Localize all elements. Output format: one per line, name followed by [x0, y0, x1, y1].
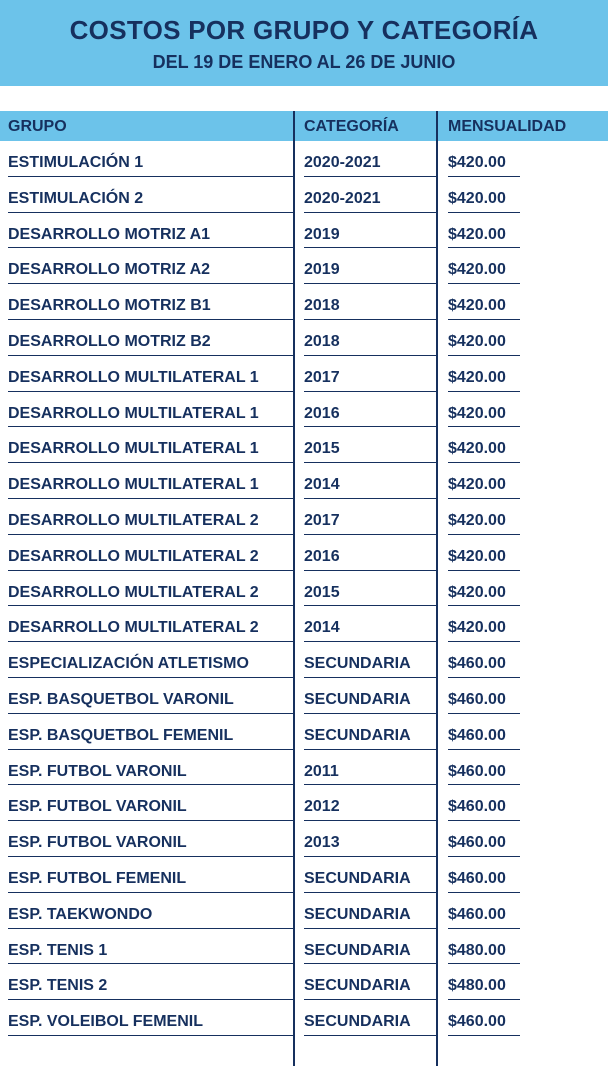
- cell-categoria: 2014: [304, 476, 340, 494]
- row-underline: [448, 1035, 520, 1036]
- cell-mensualidad: $420.00: [448, 583, 506, 601]
- table-row: [0, 678, 608, 714]
- cell-grupo: ESTIMULACIÓN 2: [8, 189, 144, 207]
- cell-mensualidad: $460.00: [448, 655, 506, 673]
- table-row: [0, 535, 608, 571]
- cell-grupo: DESARROLLO MULTILATERAL 1: [8, 476, 259, 494]
- cell-categoria: 2016: [304, 547, 340, 565]
- table-row: [0, 929, 608, 965]
- cell-mensualidad: $420.00: [448, 511, 506, 529]
- table-row: [0, 606, 608, 642]
- cell-categoria: SECUNDARIA: [304, 655, 411, 673]
- cell-mensualidad: $420.00: [448, 440, 506, 458]
- table-row: [0, 571, 608, 607]
- cell-grupo: DESARROLLO MULTILATERAL 1: [8, 440, 259, 458]
- cell-mensualidad: $420.00: [448, 154, 506, 171]
- cell-mensualidad: $460.00: [448, 798, 506, 816]
- cell-categoria: 2018: [304, 297, 340, 315]
- cell-mensualidad: $420.00: [448, 368, 506, 386]
- cell-grupo: DESARROLLO MULTILATERAL 2: [8, 619, 259, 637]
- cell-categoria: SECUNDARIA: [304, 726, 411, 744]
- cell-mensualidad: $420.00: [448, 547, 506, 565]
- table-row: [0, 320, 608, 356]
- cell-categoria: 2020-2021: [304, 154, 381, 171]
- cell-grupo: ESP. TAEKWONDO: [8, 905, 153, 923]
- page-title: COSTOS POR GRUPO Y CATEGORÍA: [69, 15, 539, 45]
- row-underline: [8, 1035, 294, 1036]
- table-row: [0, 714, 608, 750]
- cell-categoria: 2017: [304, 511, 340, 529]
- cell-grupo: ESP. TENIS 1: [8, 941, 108, 959]
- cell-mensualidad: $460.00: [448, 726, 506, 744]
- table-row: [0, 427, 608, 463]
- cell-mensualidad: $420.00: [448, 619, 506, 637]
- cell-categoria: 2015: [304, 440, 340, 458]
- cell-mensualidad: $460.00: [448, 869, 506, 887]
- cell-categoria: 2011: [304, 762, 339, 780]
- column-header-categoria: CATEGORÍA: [304, 118, 399, 135]
- cell-grupo: DESARROLLO MOTRIZ B2: [8, 332, 211, 350]
- table-row: [0, 1000, 608, 1036]
- table-row: [0, 821, 608, 857]
- table-row: [0, 642, 608, 678]
- cell-mensualidad: $480.00: [448, 941, 506, 959]
- table-row: [0, 141, 608, 177]
- table-row: [0, 248, 608, 284]
- cell-mensualidad: $460.00: [448, 1013, 506, 1031]
- cell-categoria: 2015: [304, 583, 340, 601]
- cell-mensualidad: $480.00: [448, 977, 506, 995]
- cell-grupo: DESARROLLO MULTILATERAL 2: [8, 583, 259, 601]
- cell-grupo: DESARROLLO MULTILATERAL 1: [8, 404, 259, 422]
- table-row: [0, 857, 608, 893]
- cell-categoria: 2019: [304, 261, 340, 279]
- cell-categoria: 2014: [304, 619, 340, 637]
- cell-mensualidad: $460.00: [448, 834, 506, 852]
- cell-grupo: ESTIMULACIÓN 1: [8, 154, 144, 171]
- cell-grupo: ESP. FUTBOL VARONIL: [8, 798, 187, 816]
- cell-mensualidad: $420.00: [448, 332, 506, 350]
- cell-grupo: ESP. FUTBOL VARONIL: [8, 834, 187, 852]
- cell-grupo: ESP. VOLEIBOL FEMENIL: [8, 1013, 203, 1031]
- cell-mensualidad: $420.00: [448, 189, 506, 207]
- cell-categoria: 2018: [304, 332, 340, 350]
- cell-categoria: 2019: [304, 225, 340, 243]
- table-row: [0, 463, 608, 499]
- cell-grupo: ESP. BASQUETBOL VARONIL: [8, 690, 234, 708]
- cell-categoria: 2013: [304, 834, 340, 852]
- cell-grupo: DESARROLLO MULTILATERAL 2: [8, 547, 259, 565]
- cell-categoria: 2020-2021: [304, 189, 381, 207]
- cell-grupo: ESP. BASQUETBOL FEMENIL: [8, 726, 234, 744]
- cell-grupo: ESP. FUTBOL FEMENIL: [8, 869, 187, 887]
- cell-mensualidad: $420.00: [448, 225, 506, 243]
- cell-mensualidad: $420.00: [448, 476, 506, 494]
- cell-mensualidad: $460.00: [448, 905, 506, 923]
- row-underline: [304, 1035, 437, 1036]
- column-header-mensualidad: MENSUALIDAD: [448, 118, 567, 135]
- table-row: [0, 750, 608, 786]
- cell-categoria: SECUNDARIA: [304, 690, 411, 708]
- cell-grupo: DESARROLLO MOTRIZ A2: [8, 261, 211, 279]
- cell-grupo: DESARROLLO MULTILATERAL 1: [8, 368, 259, 386]
- table-row: [0, 499, 608, 535]
- table-row: [0, 785, 608, 821]
- header-banner: [0, 0, 608, 86]
- column-header-grupo: GRUPO: [8, 118, 67, 135]
- cell-categoria: 2016: [304, 404, 340, 422]
- cell-categoria: SECUNDARIA: [304, 977, 411, 995]
- table-row: [0, 893, 608, 929]
- cell-mensualidad: $460.00: [448, 690, 506, 708]
- table-row: [0, 964, 608, 1000]
- cell-mensualidad: $420.00: [448, 404, 506, 422]
- cell-categoria: 2012: [304, 798, 340, 816]
- table-row: [0, 213, 608, 249]
- table-row: [0, 392, 608, 428]
- page-subtitle: DEL 19 DE ENERO AL 26 DE JUNIO: [152, 52, 456, 72]
- cell-mensualidad: $460.00: [448, 762, 506, 780]
- cell-categoria: 2017: [304, 368, 340, 386]
- cell-categoria: SECUNDARIA: [304, 941, 411, 959]
- table-row: [0, 356, 608, 392]
- cell-categoria: SECUNDARIA: [304, 869, 411, 887]
- cell-mensualidad: $420.00: [448, 261, 506, 279]
- table-row: [0, 177, 608, 213]
- cell-categoria: SECUNDARIA: [304, 1013, 411, 1031]
- cell-grupo: DESARROLLO MULTILATERAL 2: [8, 511, 259, 529]
- cell-grupo: DESARROLLO MOTRIZ A1: [8, 225, 211, 243]
- cell-grupo: DESARROLLO MOTRIZ B1: [8, 297, 211, 315]
- cell-grupo: ESP. TENIS 2: [8, 977, 108, 995]
- cell-grupo: ESP. FUTBOL VARONIL: [8, 762, 187, 780]
- cell-grupo: ESPECIALIZACIÓN ATLETISMO: [8, 655, 249, 673]
- table-row: [0, 284, 608, 320]
- table-body: [0, 141, 608, 1036]
- cell-categoria: SECUNDARIA: [304, 905, 411, 923]
- cell-mensualidad: $420.00: [448, 297, 506, 315]
